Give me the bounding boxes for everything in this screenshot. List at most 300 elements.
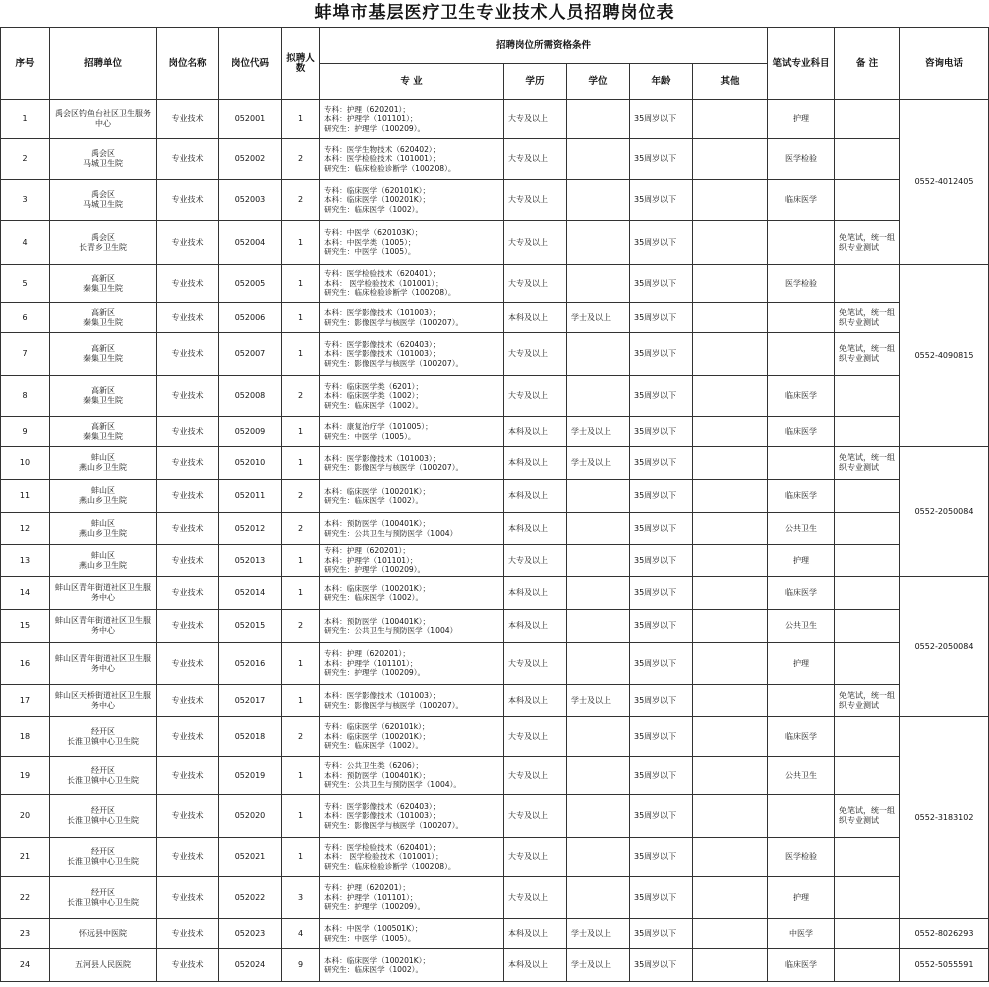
degree-cell: [567, 877, 630, 919]
note-cell: [835, 513, 900, 545]
post-code-cell: 052007: [219, 333, 282, 376]
age-cell: 35周岁以下: [630, 545, 693, 577]
degree-cell: 学士及以上: [567, 919, 630, 949]
major-cell: [320, 643, 504, 685]
major-cell: [320, 795, 504, 838]
major-line: 研究生：护理学（100209）。: [324, 668, 426, 678]
header-major: 专 业: [320, 64, 504, 100]
degree-cell: [567, 100, 630, 139]
post-code-cell: 052011: [219, 480, 282, 513]
post-code-cell: 052010: [219, 447, 282, 480]
education-cell: 本科及以上: [504, 610, 567, 643]
major-line: 研究生：临床检验诊断学（100208）。: [324, 163, 456, 173]
post-name-cell: 专业技术: [157, 795, 219, 838]
count-cell: 1: [282, 643, 320, 685]
count-cell: 1: [282, 100, 320, 139]
table-row: [1, 480, 989, 513]
count-cell: 3: [282, 877, 320, 919]
note-cell: [835, 480, 900, 513]
degree-cell: [567, 221, 630, 265]
major-line: 研究生：中医学（1005）。: [324, 247, 416, 257]
age-cell: 35周岁以下: [630, 221, 693, 265]
page-title: 蚌埠市基层医疗卫生专业技术人员招聘岗位表: [314, 3, 675, 23]
degree-cell: [567, 139, 630, 180]
post-code-cell: 052019: [219, 757, 282, 795]
unit-cell: 五河县人民医院: [50, 949, 157, 982]
unit-cell: 禹会区 马城卫生院: [50, 180, 157, 221]
major-line: 本科：临床医学类（1002）；: [324, 391, 424, 401]
unit-cell: 禹会区钓鱼台社区卫生服务中心: [50, 100, 157, 139]
major-cell: [320, 417, 504, 447]
age-cell: 35周岁以下: [630, 303, 693, 333]
major-line: 本科：临床医学（100201K）；: [324, 195, 431, 205]
table-row: [1, 180, 989, 221]
age-cell: 35周岁以下: [630, 180, 693, 221]
major-line: 研究生：影像医学与核医学（100207）。: [324, 358, 464, 368]
count-cell: 1: [282, 221, 320, 265]
major-line: 研究生：临床医学（1002）。: [324, 204, 424, 214]
table-row: [1, 447, 989, 480]
education-cell: 本科及以上: [504, 685, 567, 717]
table-row: [1, 757, 989, 795]
count-cell: 2: [282, 717, 320, 757]
unit-cell: 高新区 秦集卫生院: [50, 376, 157, 417]
other-cell: [693, 577, 768, 610]
count-cell: 1: [282, 577, 320, 610]
seq-cell: 18: [1, 717, 50, 757]
table-row: [1, 100, 989, 139]
post-name-cell: 专业技术: [157, 545, 219, 577]
major-cell: [320, 303, 504, 333]
exam-cell: 中医学: [768, 919, 835, 949]
age-cell: 35周岁以下: [630, 139, 693, 180]
count-cell: 1: [282, 795, 320, 838]
table-row: [1, 303, 989, 333]
phone-cell: 0552-4090815: [900, 265, 989, 447]
exam-cell: 临床医学: [768, 717, 835, 757]
note-cell: [835, 265, 900, 303]
major-line: 本科：康复治疗学（101005）；: [324, 422, 433, 431]
major-line: 本科：医学检验技术（101001）；: [324, 154, 441, 164]
phone-cell: 0552-4012405: [900, 100, 989, 265]
note-cell: [835, 717, 900, 757]
degree-cell: 学士及以上: [567, 303, 630, 333]
major-cell: [320, 838, 504, 877]
education-cell: 大专及以上: [504, 757, 567, 795]
post-code-cell: 052018: [219, 717, 282, 757]
major-cell: [320, 180, 504, 221]
post-code-cell: 052020: [219, 795, 282, 838]
table-row: [1, 717, 989, 757]
count-cell: 1: [282, 417, 320, 447]
seq-cell: 19: [1, 757, 50, 795]
major-cell: [320, 757, 504, 795]
exam-cell: [768, 303, 835, 333]
post-name-cell: 专业技术: [157, 180, 219, 221]
major-cell: [320, 221, 504, 265]
post-code-cell: 052023: [219, 919, 282, 949]
table-row: [1, 919, 989, 949]
other-cell: [693, 221, 768, 265]
major-line: 研究生：临床医学（1002）。: [324, 741, 424, 751]
degree-cell: [567, 577, 630, 610]
post-name-cell: 专业技术: [157, 610, 219, 643]
major-cell: [320, 333, 504, 376]
post-code-cell: 052016: [219, 643, 282, 685]
seq-cell: 20: [1, 795, 50, 838]
education-cell: 本科及以上: [504, 577, 567, 610]
major-cell: [320, 513, 504, 545]
major-line: 本科：医学影像技术（101003）；: [324, 349, 441, 359]
major-cell: [320, 577, 504, 610]
seq-cell: 5: [1, 265, 50, 303]
exam-cell: 临床医学: [768, 417, 835, 447]
seq-cell: 2: [1, 139, 50, 180]
header-post-name: 岗位名称: [157, 28, 219, 100]
count-cell: 1: [282, 265, 320, 303]
major-line: 本科：医学影像技术（101003）；: [324, 308, 441, 317]
seq-cell: 11: [1, 480, 50, 513]
unit-cell: 禹会区 长青乡卫生院: [50, 221, 157, 265]
education-cell: 本科及以上: [504, 447, 567, 480]
age-cell: 35周岁以下: [630, 610, 693, 643]
degree-cell: [567, 757, 630, 795]
note-cell: [835, 545, 900, 577]
post-name-cell: 专业技术: [157, 480, 219, 513]
header-count: 拟聘人数: [282, 28, 320, 100]
post-name-cell: 专业技术: [157, 221, 219, 265]
education-cell: 大专及以上: [504, 221, 567, 265]
exam-cell: [768, 333, 835, 376]
exam-cell: 医学检验: [768, 265, 835, 303]
note-cell: 免笔试，统一组织专业测试: [835, 333, 900, 376]
education-cell: 本科及以上: [504, 919, 567, 949]
major-line: 专科：临床医学类（6201）；: [324, 381, 424, 391]
note-cell: 免笔试，统一组织专业测试: [835, 221, 900, 265]
post-name-cell: 专业技术: [157, 100, 219, 139]
age-cell: 35周岁以下: [630, 877, 693, 919]
table-row: [1, 333, 989, 376]
unit-cell: 怀远县中医院: [50, 919, 157, 949]
count-cell: 1: [282, 757, 320, 795]
unit-cell: 禹会区 马城卫生院: [50, 139, 157, 180]
table-row: [1, 685, 989, 717]
header-age: 年龄: [630, 64, 693, 100]
unit-cell: 蚌山区 燕山乡卫生院: [50, 480, 157, 513]
education-cell: 大专及以上: [504, 545, 567, 577]
education-cell: 大专及以上: [504, 643, 567, 685]
major-cell: [320, 139, 504, 180]
major-line: 研究生：护理学（100209）。: [324, 565, 426, 575]
header-exam: 笔试专业科目: [768, 28, 835, 100]
age-cell: 35周岁以下: [630, 513, 693, 545]
post-name-cell: 专业技术: [157, 265, 219, 303]
seq-cell: 14: [1, 577, 50, 610]
age-cell: 35周岁以下: [630, 100, 693, 139]
other-cell: [693, 417, 768, 447]
other-cell: [693, 757, 768, 795]
header-seq: 序号: [1, 28, 50, 100]
table-row: [1, 545, 989, 577]
note-cell: [835, 643, 900, 685]
post-name-cell: 专业技术: [157, 333, 219, 376]
phone-cell: 0552-2050084: [900, 447, 989, 577]
note-cell: [835, 838, 900, 877]
seq-cell: 10: [1, 447, 50, 480]
age-cell: 35周岁以下: [630, 417, 693, 447]
other-cell: [693, 610, 768, 643]
post-name-cell: 专业技术: [157, 513, 219, 545]
header-post-code: 岗位代码: [219, 28, 282, 100]
post-name-cell: 专业技术: [157, 303, 219, 333]
degree-cell: 学士及以上: [567, 685, 630, 717]
other-cell: [693, 447, 768, 480]
exam-cell: [768, 221, 835, 265]
major-line: 专科：公共卫生类（6206）；: [324, 761, 424, 771]
degree-cell: [567, 795, 630, 838]
post-code-cell: 052013: [219, 545, 282, 577]
phone-cell: 0552-5055591: [900, 949, 989, 982]
major-cell: [320, 919, 504, 949]
other-cell: [693, 513, 768, 545]
major-line: 本科：临床医学（100201K）；: [324, 955, 431, 965]
unit-cell: 高新区 秦集卫生院: [50, 333, 157, 376]
degree-cell: [567, 376, 630, 417]
post-name-cell: 专业技术: [157, 877, 219, 919]
count-cell: 2: [282, 376, 320, 417]
major-line: 专科：医学影像技术（620403）；: [324, 339, 441, 349]
seq-cell: 13: [1, 545, 50, 577]
major-line: 研究生：公共卫生与预防医学（1004）。: [324, 780, 462, 790]
note-cell: [835, 417, 900, 447]
major-cell: [320, 949, 504, 982]
major-line: 本科：预防医学（100401K）；: [324, 519, 431, 528]
exam-cell: 临床医学: [768, 480, 835, 513]
degree-cell: 学士及以上: [567, 417, 630, 447]
major-line: 研究生：中医学（1005）。: [324, 431, 416, 441]
post-code-cell: 052008: [219, 376, 282, 417]
other-cell: [693, 919, 768, 949]
education-cell: 大专及以上: [504, 139, 567, 180]
major-line: 专科：医学检验技术（620401）；: [324, 842, 441, 852]
post-name-cell: 专业技术: [157, 447, 219, 480]
unit-cell: 高新区 秦集卫生院: [50, 303, 157, 333]
degree-cell: [567, 717, 630, 757]
count-cell: 1: [282, 447, 320, 480]
age-cell: 35周岁以下: [630, 838, 693, 877]
post-name-cell: 专业技术: [157, 838, 219, 877]
seq-cell: 21: [1, 838, 50, 877]
major-line: 研究生：护理学（100209）。: [324, 902, 426, 912]
other-cell: [693, 838, 768, 877]
exam-cell: 公共卫生: [768, 610, 835, 643]
major-line: 专科：护理（620201）；: [324, 649, 410, 659]
table-row: [1, 949, 989, 982]
education-cell: 本科及以上: [504, 417, 567, 447]
post-code-cell: 052014: [219, 577, 282, 610]
post-code-cell: 052002: [219, 139, 282, 180]
table-row: [1, 265, 989, 303]
other-cell: [693, 303, 768, 333]
unit-cell: 蚌山区 燕山乡卫生院: [50, 545, 157, 577]
phone-cell: 0552-2050084: [900, 577, 989, 717]
post-name-cell: 专业技术: [157, 919, 219, 949]
other-cell: [693, 180, 768, 221]
major-cell: [320, 480, 504, 513]
note-cell: 免笔试，统一组织专业测试: [835, 685, 900, 717]
exam-cell: 临床医学: [768, 949, 835, 982]
unit-cell: 蚌山区 燕山乡卫生院: [50, 513, 157, 545]
major-line: 研究生：中医学（1005）。: [324, 933, 416, 943]
education-cell: 大专及以上: [504, 795, 567, 838]
age-cell: 35周岁以下: [630, 757, 693, 795]
count-cell: 1: [282, 545, 320, 577]
other-cell: [693, 643, 768, 685]
major-line: 本科：中医学类（1005）；: [324, 237, 416, 247]
other-cell: [693, 265, 768, 303]
major-line: 本科：护理学（101101）；: [324, 114, 418, 124]
table-row: [1, 376, 989, 417]
note-cell: [835, 100, 900, 139]
major-line: 专科：中医学（620103K）；: [324, 228, 423, 238]
table-row: [1, 139, 989, 180]
post-code-cell: 052005: [219, 265, 282, 303]
education-cell: 本科及以上: [504, 949, 567, 982]
table-row: [1, 838, 989, 877]
seq-cell: 17: [1, 685, 50, 717]
major-cell: [320, 100, 504, 139]
major-line: 研究生：临床医学（1002）。: [324, 496, 424, 505]
other-cell: [693, 480, 768, 513]
exam-cell: 医学检验: [768, 838, 835, 877]
education-cell: 大专及以上: [504, 877, 567, 919]
age-cell: 35周岁以下: [630, 685, 693, 717]
seq-cell: 3: [1, 180, 50, 221]
post-name-cell: 专业技术: [157, 685, 219, 717]
degree-cell: [567, 545, 630, 577]
post-name-cell: 专业技术: [157, 139, 219, 180]
post-name-cell: 专业技术: [157, 417, 219, 447]
unit-cell: 蚌山区青年街道社区卫生服务中心: [50, 643, 157, 685]
unit-cell: 高新区 秦集卫生院: [50, 265, 157, 303]
count-cell: 2: [282, 180, 320, 221]
major-line: 专科：护理（620201）；: [324, 883, 410, 893]
unit-cell: 高新区 秦集卫生院: [50, 417, 157, 447]
age-cell: 35周岁以下: [630, 447, 693, 480]
other-cell: [693, 717, 768, 757]
major-line: 研究生：临床医学（1002）。: [324, 965, 424, 974]
degree-cell: 学士及以上: [567, 949, 630, 982]
unit-cell: 经开区 长淮卫镇中心卫生院: [50, 757, 157, 795]
header-row-top: [1, 28, 989, 64]
note-cell: [835, 180, 900, 221]
unit-cell: 经开区 长淮卫镇中心卫生院: [50, 717, 157, 757]
degree-cell: [567, 610, 630, 643]
major-line: 研究生：临床检验诊断学（100208）。: [324, 861, 456, 871]
post-code-cell: 052001: [219, 100, 282, 139]
major-line: 研究生：公共卫生与预防医学（1004）: [324, 626, 458, 635]
exam-cell: 医学检验: [768, 139, 835, 180]
major-cell: [320, 376, 504, 417]
exam-cell: 护理: [768, 877, 835, 919]
major-line: 专科：临床医学（620101K）；: [324, 185, 431, 195]
exam-cell: 临床医学: [768, 180, 835, 221]
major-line: 本科：预防医学（100401K）；: [324, 770, 431, 780]
education-cell: 本科及以上: [504, 513, 567, 545]
major-line: 本科： 医学检验技术（101001）；: [324, 852, 443, 862]
age-cell: 35周岁以下: [630, 795, 693, 838]
exam-cell: 护理: [768, 100, 835, 139]
header-phone: 咨询电话: [900, 28, 989, 100]
major-cell: [320, 545, 504, 577]
note-cell: [835, 376, 900, 417]
table-row: [1, 417, 989, 447]
post-name-cell: 专业技术: [157, 757, 219, 795]
table-row: [1, 610, 989, 643]
note-cell: [835, 139, 900, 180]
note-cell: 免笔试，统一组织专业测试: [835, 795, 900, 838]
major-line: 研究生：影像医学与核医学（100207）。: [324, 820, 464, 830]
major-line: 专科：护理（620201）；: [324, 104, 410, 114]
post-name-cell: 专业技术: [157, 949, 219, 982]
major-cell: [320, 610, 504, 643]
education-cell: 大专及以上: [504, 717, 567, 757]
major-line: 本科：医学影像技术（101003）；: [324, 691, 441, 700]
count-cell: 2: [282, 610, 320, 643]
degree-cell: [567, 838, 630, 877]
table-body: [1, 100, 989, 982]
major-line: 专科：护理（620201）；: [324, 546, 410, 556]
age-cell: 35周岁以下: [630, 265, 693, 303]
major-line: 本科：临床医学（100201K）；: [324, 486, 431, 496]
exam-cell: 护理: [768, 643, 835, 685]
other-cell: [693, 376, 768, 417]
degree-cell: [567, 265, 630, 303]
other-cell: [693, 877, 768, 919]
unit-cell: 经开区 长淮卫镇中心卫生院: [50, 795, 157, 838]
unit-cell: 经开区 长淮卫镇中心卫生院: [50, 838, 157, 877]
major-line: 本科：护理学（101101）；: [324, 555, 418, 565]
note-cell: [835, 949, 900, 982]
major-line: 专科：医学生物技术（620402）；: [324, 144, 441, 154]
post-code-cell: 052017: [219, 685, 282, 717]
degree-cell: [567, 333, 630, 376]
major-line: 研究生：影像医学与核医学（100207）。: [324, 463, 464, 472]
education-cell: 大专及以上: [504, 333, 567, 376]
age-cell: 35周岁以下: [630, 717, 693, 757]
seq-cell: 4: [1, 221, 50, 265]
degree-cell: [567, 643, 630, 685]
other-cell: [693, 685, 768, 717]
post-name-cell: 专业技术: [157, 376, 219, 417]
exam-cell: 临床医学: [768, 376, 835, 417]
header-degree: 学位: [567, 64, 630, 100]
seq-cell: 1: [1, 100, 50, 139]
count-cell: 1: [282, 333, 320, 376]
degree-cell: [567, 513, 630, 545]
education-cell: 大专及以上: [504, 180, 567, 221]
note-cell: 免笔试，统一组织专业测试: [835, 303, 900, 333]
seq-cell: 8: [1, 376, 50, 417]
other-cell: [693, 795, 768, 838]
seq-cell: 6: [1, 303, 50, 333]
other-cell: [693, 139, 768, 180]
post-code-cell: 052003: [219, 180, 282, 221]
education-cell: 大专及以上: [504, 100, 567, 139]
major-line: 研究生：影像医学与核医学（100207）。: [324, 317, 464, 327]
degree-cell: 学士及以上: [567, 447, 630, 480]
age-cell: 35周岁以下: [630, 480, 693, 513]
